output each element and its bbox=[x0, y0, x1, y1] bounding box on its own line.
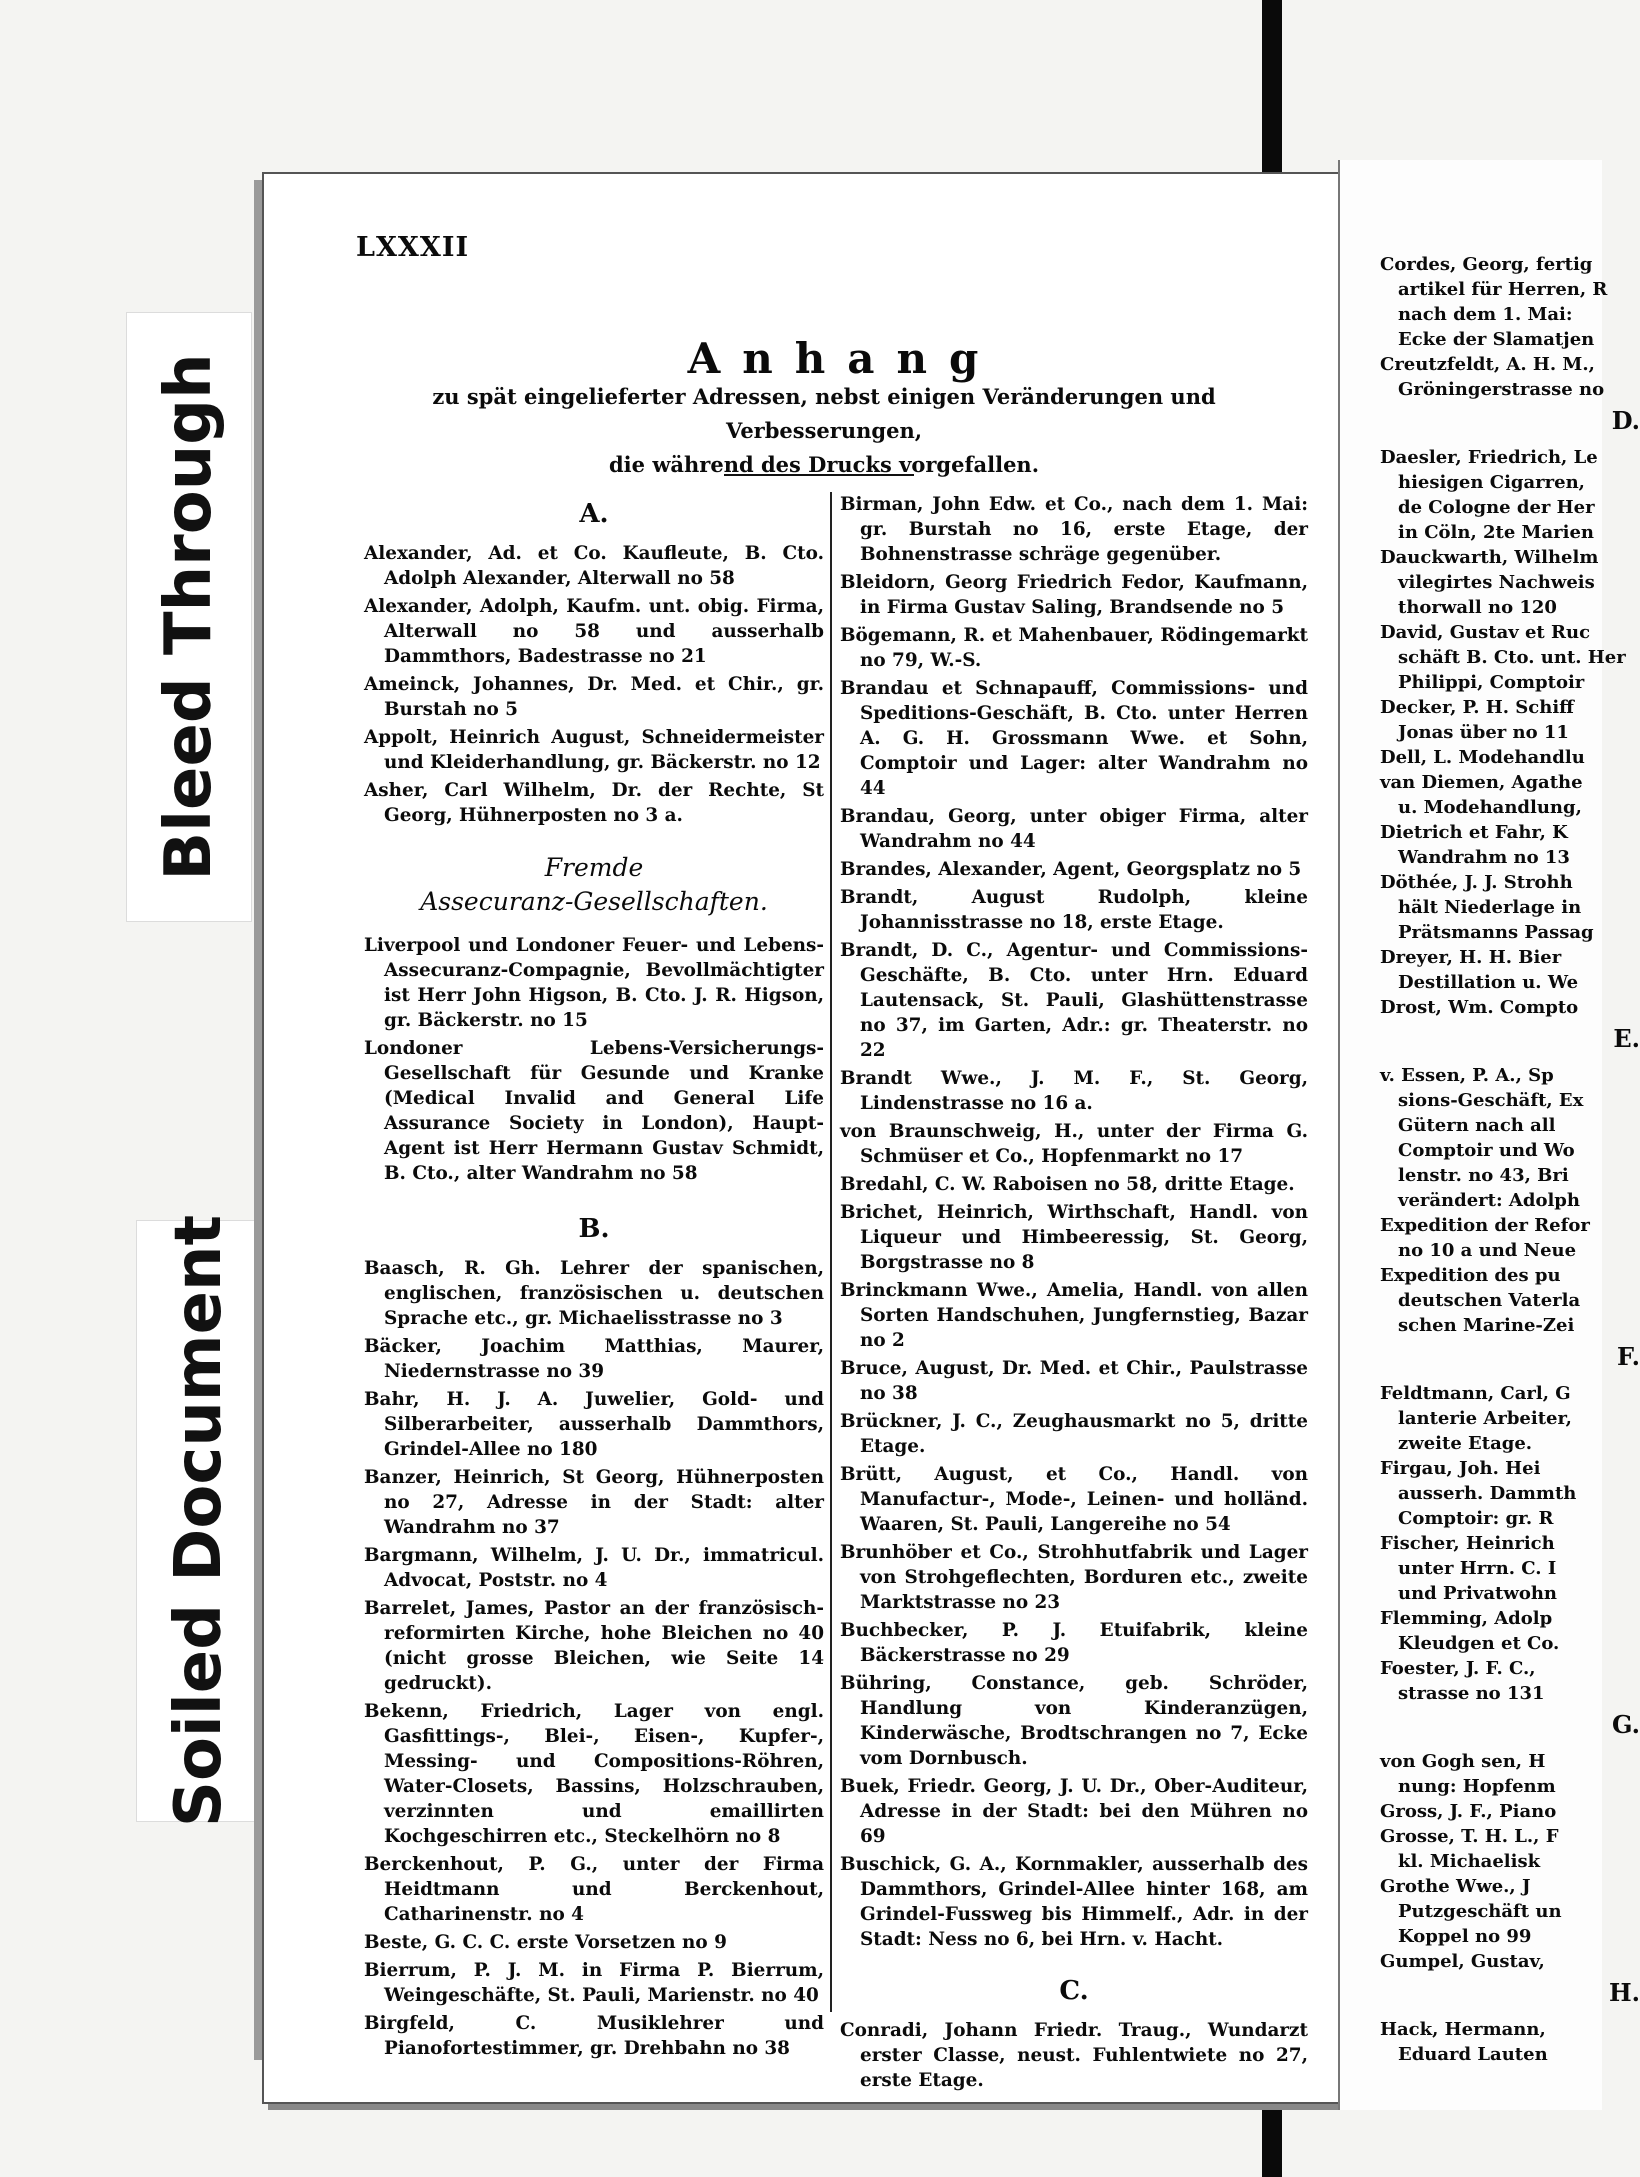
section-heading-b: B. bbox=[578, 1214, 610, 1244]
directory-entry: Brunhöber et Co., Strohhutfabrik und Lager von Strohgeflechten, Borduren etc., zweite Marktstrasse no 23 bbox=[840, 1542, 1308, 1613]
neighbour-section-d: D. bbox=[1611, 406, 1640, 435]
directory-entry: Berckenhout, P. G., unter der Firma Heidtmann und Berckenhout, Catharinenstr. no 4 bbox=[364, 1854, 824, 1925]
subtitle-line: zu spät eingelieferter Adressen, nebst einigen Veränderungen und Verbesserungen, bbox=[432, 384, 1216, 443]
directory-entry: Londoner Lebens-Versicherungs-Gesellschaft für Gesunde und Kranke (Medical Invalid and General Life Assurance Society in London), Haupt-Agent ist Herr Hermann Gustav Schmidt, B. Cto., alter Wandrahm no 58 bbox=[364, 1038, 824, 1184]
title-rule bbox=[724, 474, 914, 476]
neighbour-line: Foester, J. F. C., bbox=[1380, 1658, 1536, 1679]
neighbour-line: ausserh. Dammth bbox=[1398, 1483, 1577, 1504]
neighbour-line: von Gogh sen, H bbox=[1380, 1751, 1546, 1772]
neighbour-section-h: H. bbox=[1608, 1978, 1640, 2007]
neighbour-line: Gross, J. F., Piano bbox=[1380, 1801, 1557, 1822]
directory-entry: Brandau et Schnapauff, Commissions- und Speditions-Geschäft, B. Cto. unter Herren A. G. H. Grossmann Wwe. et Sohn, Comptoir und Lager: alter Wandrahm no 44 bbox=[840, 678, 1308, 799]
directory-entry: Buek, Friedr. Georg, J. U. Dr., Ober-Auditeur, Adresse in der Stadt: bei den Mühren no 69 bbox=[840, 1776, 1308, 1847]
directory-entry: Bühring, Constance, geb. Schröder, Handlung von Kinderanzügen, Kinderwäsche, Brodtschrangen no 7, Ecke vom Dornbusch. bbox=[840, 1673, 1308, 1769]
directory-entry: Alexander, Adolph, Kaufm. unt. obig. Firma, Alterwall no 58 und ausserhalb Dammthors, Badestrasse no 21 bbox=[364, 596, 824, 667]
directory-entry: Brandes, Alexander, Agent, Georgsplatz no 5 bbox=[840, 859, 1302, 880]
directory-entry: Bögemann, R. et Mahenbauer, Rödingemarkt no 79, W.-S. bbox=[840, 625, 1308, 671]
directory-entry: Ameinck, Johannes, Dr. Med. et Chir., gr. Burstah no 5 bbox=[364, 674, 824, 720]
directory-entry: Bredahl, C. W. Raboisen no 58, dritte Etage. bbox=[840, 1174, 1295, 1195]
neighbour-line: Feldtmann, Carl, G bbox=[1380, 1383, 1571, 1404]
subheading-assecuranz: Assecuranz-Gesellschaften. bbox=[420, 887, 768, 916]
neighbour-line: de Cologne der Her bbox=[1398, 497, 1595, 518]
neighbour-line: zweite Etage. bbox=[1398, 1433, 1533, 1454]
neighbour-line: lenstr. no 43, Bri bbox=[1398, 1165, 1569, 1186]
neighbour-line: Dell, L. Modehandlu bbox=[1380, 747, 1585, 768]
directory-entry: Liverpool und Londoner Feuer- und Lebens-Assecuranz-Compagnie, Bevollmächtigter ist Herr John Higson, B. Cto. J. R. Higson, gr. Bäckerstr. no 15 bbox=[364, 935, 824, 1031]
neighbour-line: Kleudgen et Co. bbox=[1398, 1633, 1560, 1654]
neighbour-line: van Diemen, Agathe bbox=[1380, 772, 1583, 793]
directory-entry: Alexander, Ad. et Co. Kaufleute, B. Cto. Adolph Alexander, Alterwall no 58 bbox=[364, 543, 824, 589]
neighbour-line: Philippi, Comptoir bbox=[1398, 672, 1585, 693]
neighbour-line: thorwall no 120 bbox=[1398, 597, 1557, 618]
page-subtitle bbox=[344, 380, 1304, 482]
neighbour-line: Firgau, Joh. Hei bbox=[1380, 1458, 1541, 1479]
directory-entry: Brückner, J. C., Zeughausmarkt no 5, dritte Etage. bbox=[840, 1411, 1308, 1457]
directory-entry: Bierrum, P. J. M. in Firma P. Bierrum, Weingeschäfte, St. Pauli, Marienstr. no 40 bbox=[364, 1960, 824, 2006]
directory-entry: Birman, John Edw. et Co., nach dem 1. Mai: gr. Burstah no 16, erste Etage, der Bohnenstrasse schräge gegenüber. bbox=[840, 494, 1308, 565]
neighbour-line: unter Hrrn. C. I bbox=[1398, 1558, 1557, 1579]
directory-entry: Bruce, August, Dr. Med. et Chir., Paulstrasse no 38 bbox=[840, 1358, 1308, 1404]
neighbour-line: vilegirtes Nachweis bbox=[1398, 572, 1595, 593]
neighbour-line: hiesigen Cigarren, bbox=[1398, 472, 1585, 493]
neighbour-line: Decker, P. H. Schiff bbox=[1380, 697, 1574, 718]
directory-entry: Conradi, Johann Friedr. Traug., Wundarzt erster Classe, neust. Fuhlentwiete no 27, erste Etage. bbox=[840, 2020, 1308, 2091]
book-page bbox=[262, 172, 1342, 2104]
neighbour-line: Expedition des pu bbox=[1380, 1265, 1561, 1286]
neighbour-line: strasse no 131 bbox=[1398, 1683, 1545, 1704]
page-number: LXXXII bbox=[356, 232, 470, 263]
neighbour-line: David, Gustav et Ruc bbox=[1380, 622, 1591, 643]
directory-entry: Brandt, D. C., Agentur- und Commissions-Geschäfte, B. Cto. unter Hrn. Eduard Lautensack, St. Pauli, Glashüttenstrasse no 37, im Garten, Adr.: gr. Theaterstr. no 22 bbox=[840, 940, 1308, 1061]
section-heading-c: C. bbox=[1059, 1976, 1089, 2006]
bleed-through-tab bbox=[126, 312, 252, 922]
neighbour-line: Expedition der Refor bbox=[1380, 1215, 1590, 1236]
neighbour-line: v. Essen, P. A., Sp bbox=[1380, 1065, 1554, 1086]
neighbour-line: Gröningerstrasse no bbox=[1398, 379, 1605, 400]
neighbour-line: Comptoir und Wo bbox=[1398, 1140, 1575, 1161]
neighbour-line: Prätsmanns Passag bbox=[1398, 922, 1594, 943]
directory-entry: Asher, Carl Wilhelm, Dr. der Rechte, St Georg, Hühnerposten no 3 a. bbox=[364, 780, 824, 826]
directory-entry: Bleidorn, Georg Friedrich Fedor, Kaufmann, in Firma Gustav Saling, Brandsende no 5 bbox=[840, 572, 1308, 618]
neighbour-line: nung: Hopfenm bbox=[1398, 1776, 1556, 1797]
neighbour-line: u. Modehandlung, bbox=[1398, 797, 1582, 818]
neighbour-line: Daesler, Friedrich, Le bbox=[1380, 447, 1598, 468]
neighbour-line: Dauckwarth, Wilhelm bbox=[1380, 547, 1599, 568]
directory-entry: Bahr, H. J. A. Juwelier, Gold- und Silberarbeiter, ausserhalb Dammthors, Grindel-Allee no 180 bbox=[364, 1389, 824, 1460]
neighbour-line: Dreyer, H. H. Bier bbox=[1380, 947, 1562, 968]
left-column bbox=[364, 492, 824, 2064]
neighbour-line: Fischer, Heinrich bbox=[1380, 1533, 1555, 1554]
directory-entry: Birgfeld, C. Musiklehrer und Pianofortestimmer, gr. Drehbahn no 38 bbox=[364, 2013, 824, 2059]
neighbour-line: Drost, Wm. Compto bbox=[1380, 997, 1579, 1018]
directory-entry: Banzer, Heinrich, St Georg, Hühnerposten no 27, Adresse in der Stadt: alter Wandrahm no 37 bbox=[364, 1467, 824, 1538]
directory-entry: Baasch, R. Gh. Lehrer der spanischen, englischen, französischen u. deutschen Sprache etc., gr. Michaelisstrasse no 3 bbox=[364, 1258, 824, 1329]
neighbour-line: Koppel no 99 bbox=[1398, 1926, 1532, 1947]
directory-entry: Brichet, Heinrich, Wirthschaft, Handl. von Liqueur und Himbeeressig, St. Georg, Borgstrasse no 8 bbox=[840, 1202, 1308, 1273]
directory-entry: Brandt, August Rudolph, kleine Johannisstrasse no 18, erste Etage. bbox=[840, 887, 1308, 933]
directory-entry: Brinckmann Wwe., Amelia, Handl. von allen Sorten Handschuhen, Jungfernstieg, Bazar no 2 bbox=[840, 1280, 1308, 1351]
neighbour-page bbox=[1338, 160, 1640, 2110]
bleed-through-label: Bleed Through bbox=[152, 353, 226, 881]
directory-entry: Bargmann, Wilhelm, J. U. Dr., immatricul. Advocat, Poststr. no 4 bbox=[364, 1545, 824, 1591]
soiled-document-tab bbox=[136, 1214, 262, 1828]
neighbour-line: hält Niederlage in bbox=[1398, 897, 1582, 918]
neighbour-line: Flemming, Adolp bbox=[1380, 1608, 1553, 1629]
neighbour-line: Putzgeschäft un bbox=[1398, 1901, 1562, 1922]
directory-entry: Buchbecker, P. J. Etuifabrik, kleine Bäckerstrasse no 29 bbox=[840, 1620, 1308, 1666]
neighbour-section-f: F. bbox=[1617, 1342, 1640, 1371]
neighbour-line: Wandrahm no 13 bbox=[1398, 847, 1570, 868]
neighbour-line: Destillation u. We bbox=[1398, 972, 1579, 993]
directory-entry: Bekenn, Friedrich, Lager von engl. Gasfittings-, Blei-, Eisen-, Kupfer-, Messing- und Compositions-Röhren, Water-Closets, Bassins, Holzschrauben, verzinnten und emaillirten Kochgeschirren etc., Steckelhörn no 8 bbox=[364, 1701, 824, 1847]
directory-entry: Brandau, Georg, unter obiger Firma, alter Wandrahm no 44 bbox=[840, 806, 1308, 852]
neighbour-line: Gumpel, Gustav, bbox=[1380, 1951, 1545, 1972]
directory-entry: Beste, G. C. C. erste Vorsetzen no 9 bbox=[364, 1932, 727, 1953]
neighbour-line: Döthée, J. J. Strohh bbox=[1380, 872, 1573, 893]
neighbour-line: schen Marine-Zei bbox=[1398, 1315, 1575, 1336]
neighbour-line: kl. Michaelisk bbox=[1398, 1851, 1541, 1872]
neighbour-line: Creutzfeldt, A. H. M., bbox=[1380, 354, 1595, 375]
neighbour-line: no 10 a und Neue bbox=[1398, 1240, 1577, 1261]
neighbour-line: Grosse, T. H. L., F bbox=[1380, 1826, 1559, 1847]
neighbour-line: in Cöln, 2te Marien bbox=[1398, 522, 1594, 543]
neighbour-line: und Privatwohn bbox=[1398, 1583, 1557, 1604]
neighbour-line: Gütern nach all bbox=[1398, 1115, 1556, 1136]
section-heading-a: A. bbox=[579, 499, 609, 529]
page-title: Anhang bbox=[687, 334, 1001, 383]
neighbour-line: verändert: Adolph bbox=[1398, 1190, 1580, 1211]
directory-entry: Brandt Wwe., J. M. F., St. Georg, Lindenstrasse no 16 a. bbox=[840, 1068, 1308, 1114]
neighbour-section-g: G. bbox=[1612, 1710, 1640, 1739]
neighbour-line: Eduard Lauten bbox=[1398, 2044, 1548, 2065]
neighbour-page-text bbox=[1380, 252, 1640, 2067]
neighbour-line: lanterie Arbeiter, bbox=[1398, 1408, 1572, 1429]
neighbour-line: artikel für Herren, R bbox=[1398, 279, 1608, 300]
directory-entry: Bäcker, Joachim Matthias, Maurer, Niedernstrasse no 39 bbox=[364, 1336, 824, 1382]
neighbour-line: nach dem 1. Mai: bbox=[1398, 304, 1573, 325]
neighbour-line: deutschen Vaterla bbox=[1398, 1290, 1581, 1311]
subheading-fremde: Fremde bbox=[544, 853, 644, 882]
neighbour-line: Cordes, Georg, fertig bbox=[1380, 254, 1593, 275]
directory-entry: Appolt, Heinrich August, Schneidermeister und Kleiderhandlung, gr. Bäckerstr. no 12 bbox=[364, 727, 824, 773]
subtitle-line: die während des Drucks vorgefallen. bbox=[608, 452, 1040, 477]
neighbour-line: Ecke der Slamatjen bbox=[1398, 329, 1595, 350]
neighbour-line: Hack, Hermann, bbox=[1380, 2019, 1546, 2040]
directory-entry: Brütt, August, et Co., Handl. von Manufactur-, Mode-, Leinen- und holländ. Waaren, St. Pauli, Langereihe no 54 bbox=[840, 1464, 1308, 1535]
soiled-document-label: Soiled Document bbox=[162, 1214, 236, 1828]
directory-entry: von Braunschweig, H., unter der Firma G. Schmüser et Co., Hopfenmarkt no 17 bbox=[840, 1121, 1308, 1167]
directory-entry: Barrelet, James, Pastor an der französisch-reformirten Kirche, hohe Bleichen no 40 (nicht grosse Bleichen, wie Seite 14 gedruckt). bbox=[364, 1598, 824, 1694]
neighbour-line: Comptoir: gr. R bbox=[1398, 1508, 1554, 1529]
neighbour-line: Jonas über no 11 bbox=[1398, 722, 1569, 743]
directory-entry: Buschick, G. A., Kornmakler, ausserhalb des Dammthors, Grindel-Allee hinter 168, am Grindel-Fussweg bis Himmelf., Adr. in der Stadt: Ness no 6, bei Hrn. v. Hacht. bbox=[840, 1854, 1308, 1950]
neighbour-line: schäft B. Cto. unt. Her bbox=[1398, 647, 1626, 668]
neighbour-line: sions-Geschäft, Ex bbox=[1398, 1090, 1584, 1111]
neighbour-line: Grothe Wwe., J bbox=[1380, 1876, 1531, 1897]
neighbour-section-e: E. bbox=[1613, 1024, 1640, 1053]
right-column bbox=[830, 492, 1308, 2091]
neighbour-line: Dietrich et Fahr, K bbox=[1380, 822, 1568, 843]
